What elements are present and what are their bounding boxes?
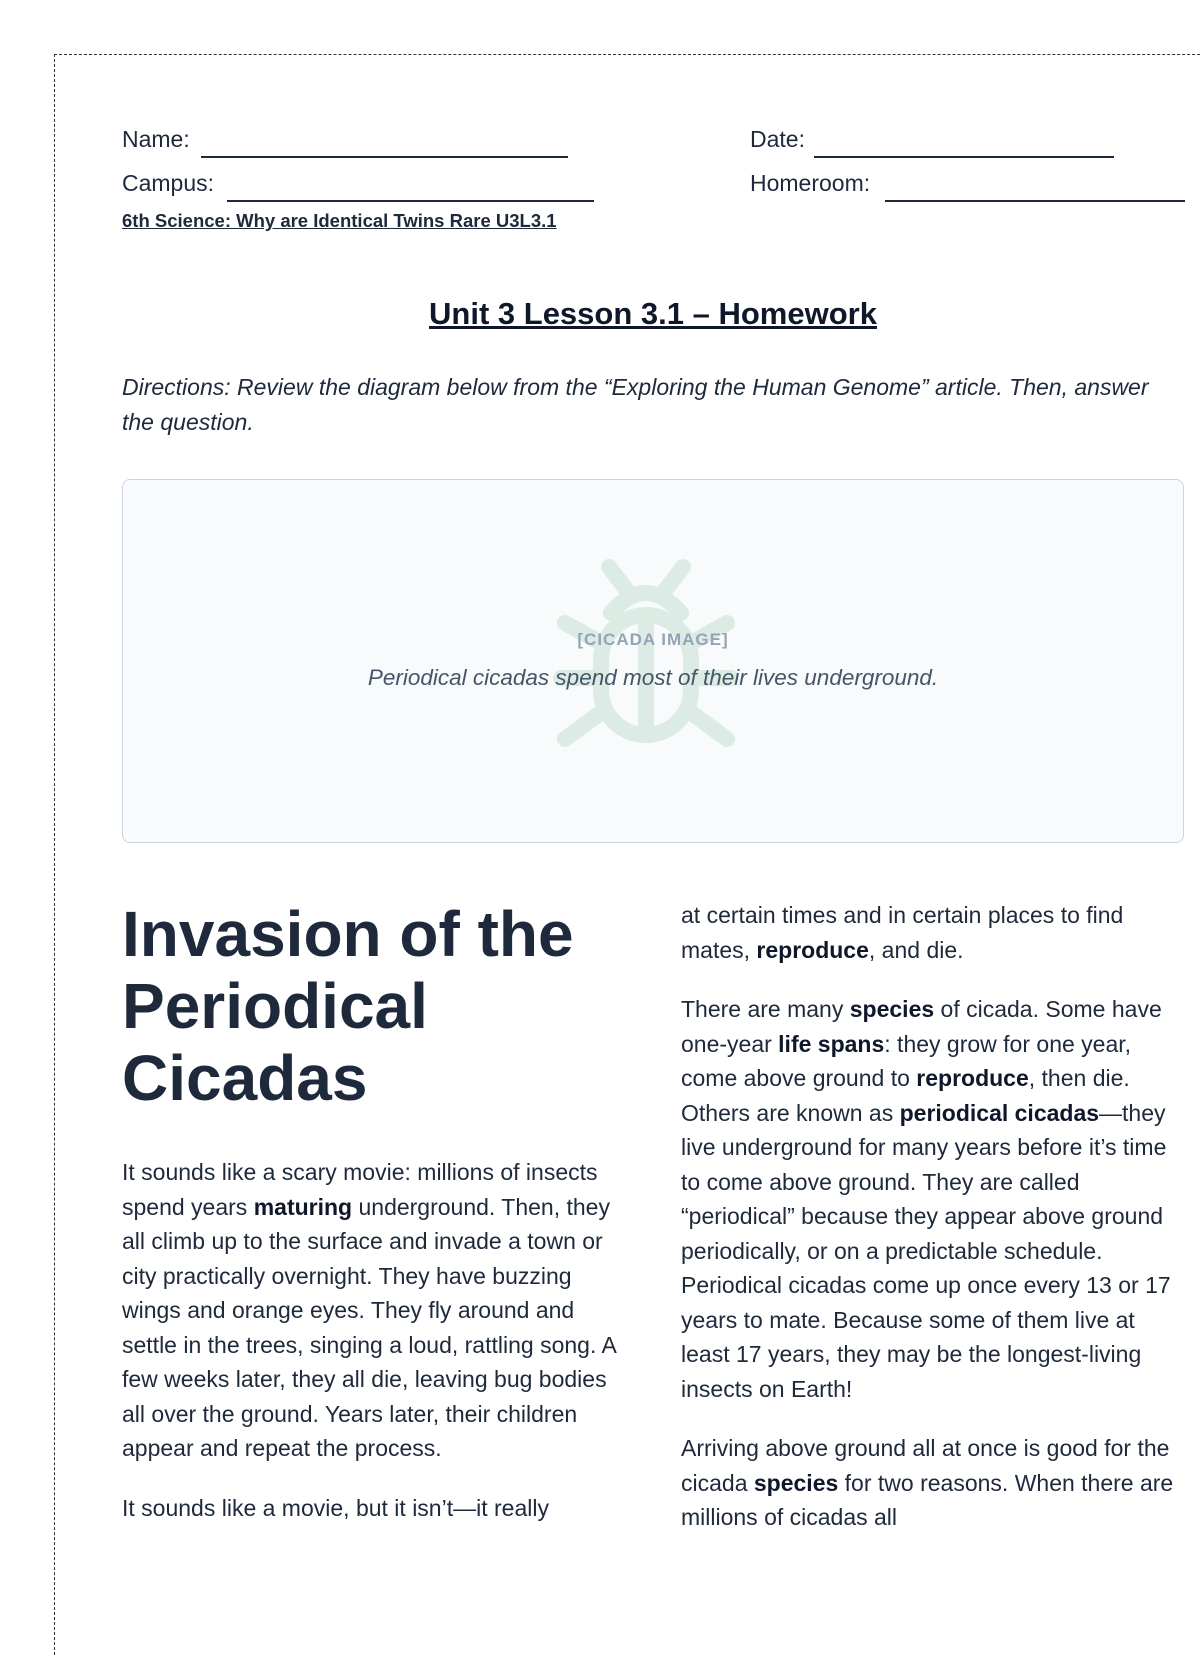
bug-icon [551, 553, 741, 753]
article-paragraph: It sounds like a movie, but it isn’t—it really [122, 1494, 549, 1521]
homeroom-field[interactable] [750, 170, 870, 197]
homeroom-line[interactable] [885, 170, 1185, 202]
name-field[interactable] [122, 126, 190, 153]
vocab-term: life spans [778, 1030, 885, 1057]
directions-text: Directions: Review the diagram below from the “Exploring the Human Genome” article. Then, answer the question. [122, 374, 1149, 435]
vocab-term: maturing [253, 1193, 353, 1220]
course-title: 6th Science: Why are Identical Twins Rare U3L3.1 [122, 210, 557, 231]
article-paragraph: at certain times and in certain places to find mates, reproduce, and die. [681, 902, 1124, 963]
page-title: Unit 3 Lesson 3.1 – Homework [429, 296, 877, 331]
article-paragraph: It sounds like a scary movie: millions of insects spend years maturing underground. Then, they all climb up to the surface and invade a town or city practically overnight. They have buzzing wings and orange eyes. They fly around and settle in the trees, singing a loud, rattling song. A few weeks later, they all die, leaving bug bodies all over the ground. Years later, their children appear and repeat the process. [122, 1159, 616, 1461]
vocab-term: species [849, 996, 935, 1022]
campus-line[interactable] [227, 170, 594, 202]
article-right-column [681, 898, 1181, 1560]
date-field[interactable] [750, 126, 805, 153]
article-paragraph: There are many species of cicada. Some have one-year life spans: they grow for one year, come above ground to reproduce, then die. Others are known as periodical cicadas—they live underground for many years before it’s time to come above ground. They are called “periodical” because they appear above ground periodically, or on a predictable schedule. Periodical cicadas come up once every 13 or 17 years to mate. Because some of them live at least 17 years, they may be the longest-living insects on Earth! [681, 996, 1171, 1402]
vocab-term: reproduce [756, 936, 869, 963]
name-line[interactable] [201, 126, 568, 158]
vocab-term: species [753, 1469, 839, 1496]
image-caption: Periodical cicadas spend most of their lives underground. [367, 665, 939, 690]
article-heading: Invasion of the Periodical Cicadas [122, 898, 574, 1114]
date-label: Date: [750, 126, 805, 152]
campus-field[interactable] [122, 170, 214, 197]
article-paragraph: Arriving above ground all at once is good for the cicada species for two reasons. When there are millions of cicadas all [681, 1435, 1174, 1530]
cicada-image-placeholder [122, 479, 1184, 843]
article-left-column [122, 898, 622, 1550]
vocab-term: reproduce [916, 1065, 1029, 1091]
homeroom-label: Homeroom: [750, 170, 871, 196]
image-tag: [CICADA IMAGE] [577, 630, 729, 649]
name-label: Name: [122, 126, 190, 152]
vocab-term: periodical cicadas [899, 1099, 1100, 1126]
campus-label: Campus: [122, 170, 215, 196]
date-line[interactable] [814, 126, 1114, 158]
